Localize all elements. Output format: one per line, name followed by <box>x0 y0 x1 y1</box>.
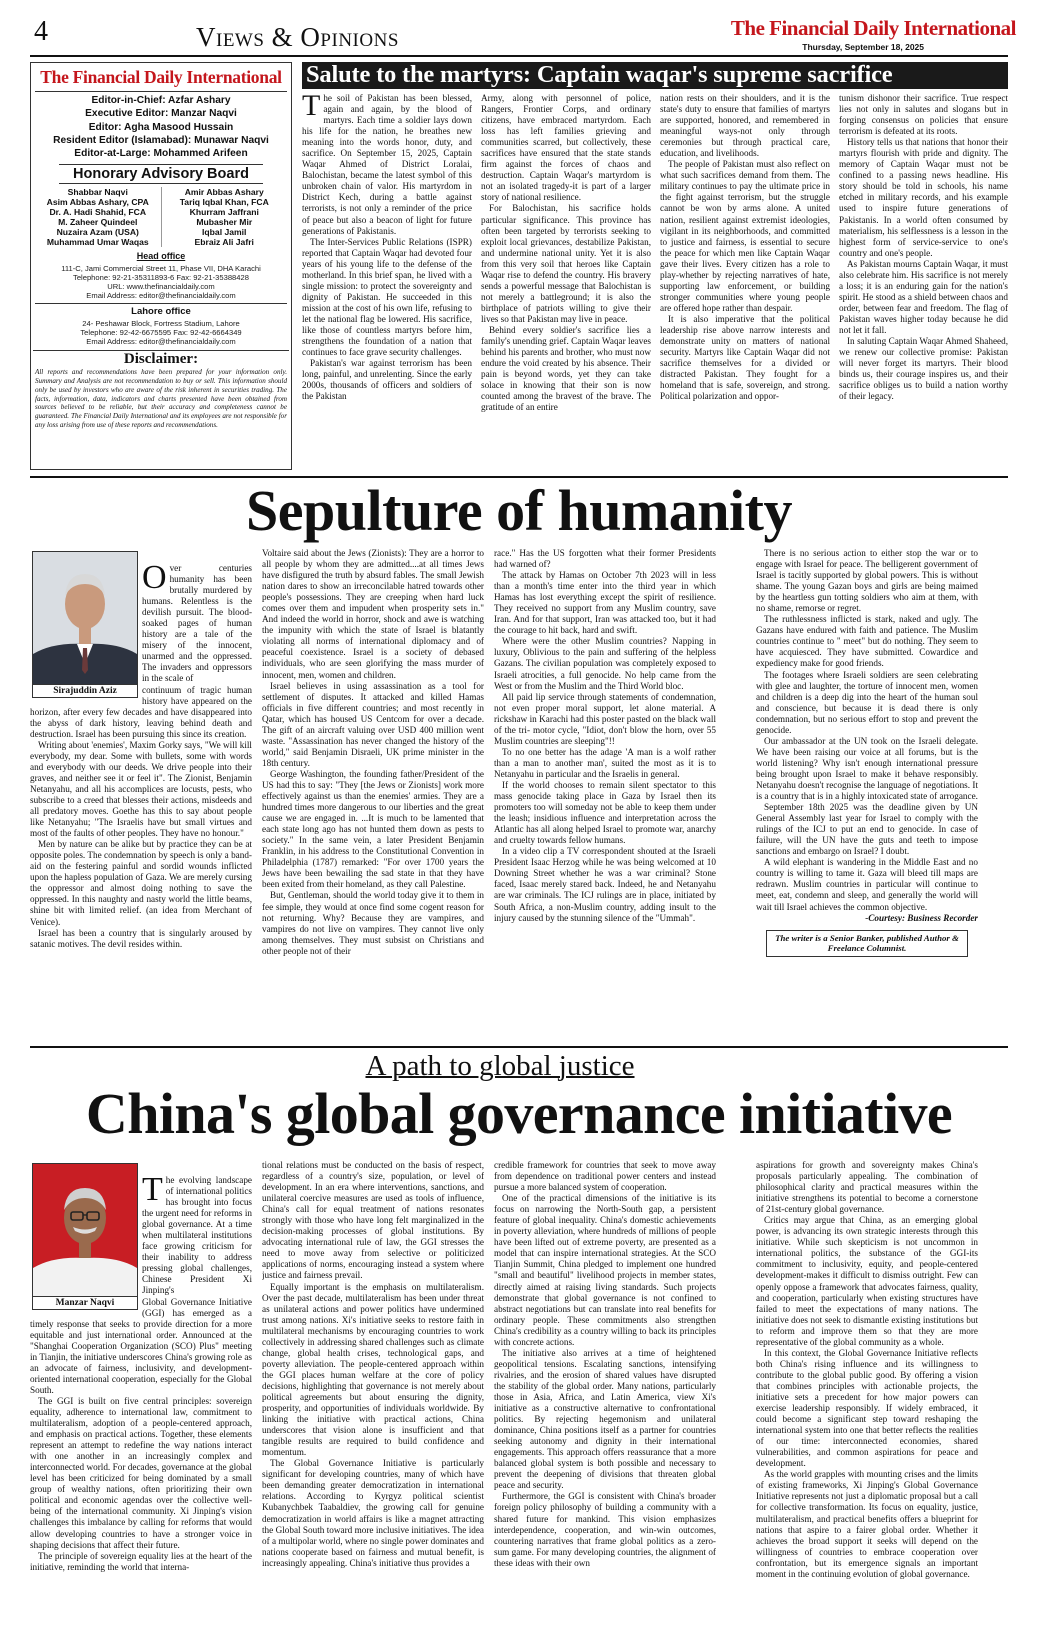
body-text: September 18th 2025 was the deadline given by UN General Assembly last year for Israel to comply with the rulings of the ICJ to put an end to genocide. In case of failure, will the UN have the guts and teeth to impose sanctions and embargo on Israel? I doubt. <box>756 802 978 857</box>
advisor-name: Khurram Jaffrani <box>189 207 259 218</box>
body-text: credible framework for countries that seek to move away from dependence on traditional power centers and instead pursue a more balanced system of cooperation. <box>494 1160 716 1193</box>
masthead-box <box>30 62 292 470</box>
author-bio-box: The writer is a Senior Banker, published Author & Freelance Columnist. <box>766 930 968 957</box>
body-text: The people of Pakistan must also reflect on what such sacrifices demand from them. The military continues to pay the ultimate price in the fight against terrorism, but the struggle cannot be won by arms alone. A united nation, resilient against extremist ideologies, vigilant in its neighborhoods, and committed to justice and fairness, is essential to secure the peace for which men like Captain Waqar gave their lives. Every citizen has a role to play-whether by rejecting narratives of hate, supporting law enforcement, or building stronger communities where young people are offered hope rather than despair. <box>660 159 830 313</box>
head-office-block <box>31 264 291 300</box>
office-line: Email Address: editor@thefinancialdaily.com <box>86 291 236 301</box>
body-text: If the world chooses to remain silent spectator to this mass genocide taking place in Gaza by Israel then its promoters too will someday not be able to keep them under the leash; insidious influence and interpretation across the Atlantic has all along helped Israel to promote war, anarchy and cruelty towards fellow humans. <box>494 779 716 846</box>
body-text: tional relations must be conducted on the basis of respect, regardless of a country's size, population, or level of development. In an era where interventions, sanctions, and unilateral coercive measures are used as tools of influence, China's call for equal treatment of nations resonates strongly with those who have long felt marginalized in the decision-making processes of global institutions. By advocating international rule of law, the GGI stresses the need to move away from selective or politicized applications of norms, encouraging instead a system where justice and fairness prevail. <box>262 1160 484 1281</box>
article3-column-3 <box>494 1160 716 1645</box>
body-text: race." Has the US forgotten what their former Presidents had warned of? <box>494 548 716 570</box>
body-text: George Washington, the founding father/President of the US had this to say: "They [the Jews or Zionists] work more effectively against us than the enemies' armies. They are a hundred times more dangerous to our liberties and the great cause we are engaged in. ...It is much to be lamented that each state long ago has not hunted them down as pests to society." In the same vein, a later President Benjamin Franklin, in his address to the Constitutional Convention in Philadelphia (1787) remarked: "For over 1700 years the Jews have been bewailing the sad state in that they have been exited from their homeland, as they call Palestine. <box>262 768 484 890</box>
body-text: nation rests on their shoulders, and it is the state's duty to ensure that families of martyrs are supported, honored, and remembered in meaningful ways-not only through ceremonies but through practical care, education, and livelihoods. <box>660 93 830 159</box>
article3-column-2 <box>262 1160 484 1645</box>
body-text: For Balochistan, his sacrifice holds particular significance. This province has often been targeted by terrorists seeking to exploit local grievances, destabilize Pakistan, and undermine national unity. Yet it is also from this very soil that heroes like Captain Waqar rise to defend the country. His bravery sends a powerful message that Balochistan is not merely a battleground; it is also the birthplace of patriots willing to give their lives so that Pakistan may live in peace. <box>481 203 651 324</box>
section-title: Views & Opinions <box>196 22 399 52</box>
advisor-name: Muhammad Umar Waqas <box>46 237 149 248</box>
article3-headline: China's global governance initiative <box>85 1081 953 1146</box>
body-text: tunism dishonor their sacrifice. True respect lies not only in salutes and slogans but in forging consensus on policies that ensure terrorism is defeated at its roots. <box>839 93 1008 137</box>
photo-space <box>30 1175 142 1311</box>
body-text: It is also imperative that the political leadership rise above narrow interests and demonstrate unity on matters of national security. Martyrs like Captain Waqar did not sacrifice themselves for a divided or distracted Pakistan. They fought for a homeland that is safe, sovereign, and strong. Political polarization and oppor- <box>660 313 830 402</box>
staff-line: Editor: Agha Masood Hussain <box>88 121 234 133</box>
article1-column-1 <box>302 93 472 470</box>
article1-column-3 <box>660 93 830 470</box>
page-number: 4 <box>34 16 48 47</box>
office-line: Email Address: editor@thefinancialdaily.com <box>86 337 236 347</box>
office-line: Telephone: 92-21-35311893-6 Fax: 92-21-35388428 <box>73 273 249 283</box>
courtesy-line: -Courtesy: Business Recorder <box>865 912 978 923</box>
photo-space <box>30 563 142 699</box>
body-text: The footages where Israeli soldiers are seen celebrating with glee and laughter, the torture of innocent men, women and children is a deep dig into the heart of the human soul and conscience, but because it is dead there is only condemnation, but no serious effort to stop and prevent the genocide. <box>756 669 978 735</box>
body-text: Army, along with personnel of police, Rangers, Frontier Corps, and ordinary citizens, have embraced martyrdom. Each loss has left families grieving and communities scarred, but collectively, these sacrifices have ensured that the state stands firm against the forces of chaos and destruction. Captain Waqar's martyrdom is not an isolated tragedy-it is part of a larger story of national resilience. <box>481 93 651 203</box>
body-text: History tells us that nations that honor their martyrs flourish with pride and dignity. The memory of Captain Waqar must not be confined to a passing news headline. His story should be told in schools, his name etched in military records, and his example used to inspire future generations of Pakistanis. In a world often consumed by materialism, his selflessness is a lesson in the highest form of service-service to one's country and one's people. <box>839 137 1008 258</box>
body-text: aspirations for growth and sovereignty makes China's proposals particularly appealing. The combination of philosophical clarity and practical measures within the initiative strengthens its potential to become a cornerstone of 21st-century global governance. <box>756 1160 978 1215</box>
body-text: In a video clip a TV correspondent shouted at the Israeli President Isaac Herzog while he was being welcomed at 10 Downing Street whether he was a war criminal? Stone faced, Isaac merely stared back. Indeed, he and Netanyahu are war criminals. The ICJ rulings are in place, initiated by South Africa, a non-Muslim country, adding insult to the injury caused by the stunning silence of the "Ummah". <box>494 846 716 923</box>
advisor-name: Tariq Iqbal Khan, FCA <box>179 197 269 208</box>
body-text: Equally important is the emphasis on multilateralism. Over the past decade, multilateralism has been under threat as unilateral actions and power politics have undermined trust among nations. Xi's initiative seeks to restore faith in multilateral mechanisms by encouraging countries to work collectively in addressing shared challenges such as climate change, global health crises, technological gaps, and poverty alleviation. The people-centered approach within the GGI places human welfare at the core of policy decisions, highlighting that governance is not merely about political agreements but about ensuring the dignity, prosperity, and opportunities of individuals worldwide. By linking the initiative with practical actions, China underscores that vision alone is insufficient and that tangible results are required to build confidence and momentum. <box>262 1281 484 1458</box>
office-line: URL: www.thefinancialdaily.com <box>107 282 215 292</box>
staff-line: Executive Editor: Manzar Naqvi <box>85 108 237 120</box>
advisor-name: Mubasher Mir <box>196 217 253 228</box>
article3-column-1 <box>30 1175 252 1645</box>
author-caption: Sirajuddin Aziz <box>32 684 138 698</box>
body-text: he evolving landscape of international politics has brought into focus the urgent need for reforms in global governance. At a time when multilateral institutions face growing criticism for their inability to address pressing global challenges, Chinese President Xi Jinping's <box>142 1175 252 1296</box>
article1-column-2 <box>481 93 651 470</box>
lahore-office-block <box>31 319 291 346</box>
body-text: Furthermore, the GGI is consistent with China's broader foreign policy philosophy of building a community with a shared future for mankind. This vision emphasizes interdependence, cooperation, and win-win outcomes, countering narratives that frame global politics as a zero-sum game. For many developing countries, the alignment of these ideas with their own <box>494 1491 716 1568</box>
body-text: The attack by Hamas on October 7th 2023 will in less than a month's time enter into the third year in which Hamas has lost everything except the spirit of resilience. They received no support from any Muslim country, save Iran. And for that support, Iran was attacked too, but it had the courage to hit back, hard and swift. <box>494 570 716 636</box>
staff-line: Resident Editor (Islamabad): Munawar Naqvi <box>53 134 269 146</box>
advisor-name: Ebraiz Ali Jafri <box>194 237 254 248</box>
drop-cap: O <box>142 563 167 596</box>
article2-column-4 <box>756 548 978 988</box>
body-text: In saluting Captain Waqar Ahmed Shaheed, we renew our collective promise: Pakistan will never forget its martyrs. Their blood binds us, their courage inspires us, and their sacrifice obliges us to build a nation worthy of their legacy. <box>839 336 1008 402</box>
body-text: Global Governance Initiative (GGI) has emerged as a timely response that seeks to provide direction for a more equitable and just international order. Announced at the "Shanghai Cooperation Organization (SCO) Plus" meeting in Tianjin, the initiative underscores China's growing role as an advocate of fairness, inclusivity, and development-oriented international cooperation, especially for the Global South. <box>30 1296 252 1395</box>
body-text: Pakistan's war against terrorism has been long, painful, and unrelenting. Since the early 2000s, thousands of officers and soldiers of the Pakistan <box>302 358 472 402</box>
header-rule <box>30 55 1008 57</box>
body-text: The initiative also arrives at a time of heightened geopolitical tensions. Escalating sanctions, intensifying rivalries, and the erosion of shared values have disrupted the stability of the global order. Many nations, particularly those in Asia, Africa, and Latin America, view Xi's initiative as a constructive alternative to confrontational politics. By rejecting hegemonism and unilateral dominance, China positions itself as a partner for countries seeking autonomy and dignity in their international engagements. This approach offers reassurance that a more balanced global system is both possible and necessary to prevent the deepening of divisions that threaten global peace and security. <box>494 1347 716 1491</box>
body-text: There is no serious action to either stop the war or to engage with Israel for peace. The belligerent government of Israel is tacitly supported by global powers. This is without shame. The young Gazan boys and girls are being maimed by the heartless gun totting soldiers who aim at them, with no shame, remorse or regret. <box>756 548 978 614</box>
body-text: The Inter-Services Public Relations (ISPR) reported that Captain Waqar had devoted four years of his young life to the defense of the motherland. In this brief span, he lived with a single mission: to protect the sovereignty and dignity of Pakistan. He succeeded in this mission at the cost of his own life, refusing to let the national flag be lowered. His sacrifice, like those of countless martyrs before him, strengthens the foundation of a nation that continues to face grave security challenges. <box>302 236 472 358</box>
body-text: Where were the other Muslim countries? Napping in luxury, Oblivious to the pain and suffering of the helpless Gazans. The civilian population was completely exposed to Israeli atrocities, a full genocide. No help came from the West or from the Muslim and the Third World bloc. <box>494 636 716 691</box>
body-text: The ruthlessness inflicted is stark, naked and ugly. The Gazans have endured with faith and patience. The Muslim countries continue to " meet" but do nothing. They seem to have acquiesced. They have submitted. Cowardice and expediency make for good friends. <box>756 614 978 669</box>
body-text: The principle of sovereign equality lies at the heart of the initiative, reminding the world that interna- <box>30 1550 252 1572</box>
body-text: Our ambassador at the UN took on the Israeli delegate. We have been raising our voice at all forums, but is the world listening? Why isn't enough international pressure being brought upon Israel to make it behave responsibly. Netanyahu doesn't recognise the language of negotiations. It is a country that is in a highly intoxicated state of arrogance. <box>756 735 978 802</box>
section-divider <box>30 1046 1008 1048</box>
masthead-staff <box>31 94 291 160</box>
office-line: Telephone: 92-42-6675595 Fax: 92-42-6664349 <box>80 328 242 338</box>
office-line: 24- Peshawar Block, Fortress Stadium, Lahore <box>82 319 240 329</box>
author-caption: Manzar Naqvi <box>32 1296 138 1310</box>
lahore-office-title: Lahore office <box>131 306 191 318</box>
body-text: One of the practical dimensions of the initiative is its focus on narrowing the North-South gap, a persistent feature of global inequality. China's domestic achievements in poverty alleviation, where hundreds of millions of people have been lifted out of extreme poverty, are presented as a model that can inspire international strategies. At the SCO Tianjin Summit, China pledged to implement one hundred "small and beautiful" livelihood projects in member states, directly aimed at raising living standards. Such projects demonstrate that global governance is not confined to abstract negotiations but can translate into real benefits for ordinary people. These commitments also strengthen China's credibility as a country willing to back its principles with concrete actions. <box>494 1193 716 1347</box>
advisory-title: Honorary Advisory Board <box>59 164 263 184</box>
body-text: ver centuries humanity has been brutally murdered by humans. Relentless is the devilish pursuit. The blood-soaked pages of human history are a tale of the misery of the innocent, unarmed and the oppressed. The invaders and oppressors in the scale of <box>142 563 252 684</box>
body-text: Voltaire said about the Jews (Zionists): They are a horror to all people by whom they are admitted....at all times Jews have disfigured the truth by absurd fables. The small Jewish nation dares to show an irreconcilable hatred towards other people's possessions. They are creeping when hard luck comes over them and impudent when prosperity sets in." And indeed the world in horror, shock and awe is watching the impunity with which the state of Israel is blatantly violating all norms of international diplomacy and of peaceful coexistence. Israel is a society of debased individuals, who are seen glorifying the mass murder of innocent, men, women and children. <box>262 548 484 680</box>
advisor-name: Iqbal Jamil <box>202 227 247 238</box>
body-text: In this context, the Global Governance Initiative reflects both China's rising influence and its willingness to contribute to the global public good. By offering a vision that combines principles with actionable projects, the initiative sets a precedent for how major powers can exercise leadership responsibly. If widely embraced, it could become a significant step toward reshaping the international system into one that better reflects the realities of our time: interconnected economies, shared vulnerabilities, and common aspirations for peace and development. <box>756 1347 978 1469</box>
body-text: Critics may argue that China, as an emerging global power, is advancing its own strategic interests through this initiative. While such skepticism is not uncommon in international politics, the substance of the GGI-its commitment to inclusivity, equity, and people-centered development-makes it difficult to dismiss outright. Few can openly oppose a framework that advocates fairness, quality, and cooperation, particularly when existing structures have failed to meet the expectations of many nations. The initiative does not seek to dismantle existing institutions but to reform and improve them so that they are more representative of the global community as a whole. <box>756 1215 978 1347</box>
advisor-name: Dr. A. Hadi Shahid, FCA <box>49 207 147 218</box>
body-text: he soil of Pakistan has been blessed, again and again, by the blood of martyrs. Each time a soldier lays down his life for the nation, he breathes new meaning into the words honor, duty, and sacrifice. On September 15, 2025, Captain Waqar Ahmed of District Loralai, Balochistan, became the latest symbol of this unbroken chain of valor. His martyrdom in District Kech, during a battle against terrorists, is not only a reminder of the price of peace but also a beacon of light for future generations of Pakistanis. <box>302 93 472 236</box>
drop-cap: T <box>142 1175 163 1208</box>
article2-headline: Sepulture of humanity <box>246 478 792 543</box>
body-text: But, Gentleman, should the world today give it to them in fee simple, they would at once find some cogent reason for not returning. Why? Because they are vampires, and vampires do not live on vampires. They cannot live only among themselves. They must subsist on Christians and other people not of their <box>262 890 484 956</box>
advisory-right <box>161 187 288 247</box>
body-text: All paid lip service through statements of condemnation, not even proper moral support, let alone material. A rickshaw in Karachi had this poster pasted on the black wall of the tri- motor cycle, "Idiot, don't blow the horn, over 55 Muslim countries are sleeping"!! <box>494 691 716 746</box>
body-text: The Global Governance Initiative is particularly significant for developing countries, many of which have been demanding greater democratization in international relations. According to Kyrgyz political scientist Kubanychbek Taabaldiev, the growing call for genuine democratization in world affairs is like a magnet attracting the Global South toward more inclusive initiatives. The idea of a multipolar world, where no single power dominates and nations cooperate based on fairness and mutual benefit, is increasingly appealing. China's initiative thus provides a <box>262 1458 484 1568</box>
body-text: To no one better has the adage 'A man is a wolf rather than a man to another man', suited the most as it is to Netanyahu in particular and the Israelis in general. <box>494 746 716 779</box>
article2-column-3 <box>494 548 716 988</box>
body-text: Men by nature can be alike but by practice they can be at opposite poles. The condemnation by speech is only a band-aid on the festering painful and sordid wounds inflicted upon the hapless population of Gaza. We are merely cursing the oppressor and almost doing nothing to save the oppressed. In this naughty and nasty world the little beams, shine bit with limited relief. (an idea from Merchant of Venice). <box>30 839 252 927</box>
advisory-left <box>35 187 161 247</box>
office-line: 111-C, Jami Commercial Street 11, Phase VII, DHA Karachi <box>61 264 261 274</box>
header-paper-name: The Financial Daily International <box>730 16 1016 40</box>
article3-column-4 <box>756 1160 978 1645</box>
disclaimer-text: All reports and recommendations have been prepared for your information only. Summary and Analysis are not recommendation to buy or sell. This information should only be used by investors who are aware of the risk inherent in securities trading. The facts, information, data, indicators and charts presented have been obtained from sources believed to be reliable, but their accuracy and completeness cannot be guaranteed. The Financial Daily International and its employees are not responsible for any loss arising from use of these reports and recommendations. <box>35 368 287 429</box>
masthead-title: The Financial Daily International <box>40 67 282 87</box>
article1-headline: Salute to the martyrs: Captain waqar's supreme sacrifice <box>306 61 893 88</box>
advisor-name: Amir Abbas Ashary <box>184 187 264 198</box>
staff-line: Editor-at-Large: Mohammed Arifeen <box>74 148 248 160</box>
advisor-name: Asim Abbas Ashary, CPA <box>46 197 149 208</box>
body-text: A wild elephant is wandering in the Middle East and no country is willing to tame it. Gaza will bleed till maps are redrawn. Muslim countries in particular will continue to meet, eat, condemn and sleep, and generally the world will wait till Israel achieves the common objective. <box>756 857 978 912</box>
advisor-name: Shabbar Naqvi <box>67 187 128 198</box>
body-text: As Pakistan mourns Captain Waqar, it must also celebrate him. His sacrifice is not merely a loss; it is an enduring gain for the nation's spirit. He stood as a shield between chaos and order, between fear and freedom. The flag of Pakistan waves higher today because he did not let it fall. <box>839 258 1008 335</box>
disclaimer-box <box>33 350 289 429</box>
disclaimer-title: Disclaimer: <box>123 351 199 368</box>
article1-column-4 <box>839 93 1008 470</box>
advisor-name: M. Zaheer Quindeel <box>58 217 138 228</box>
article3-kicker: A path to global justice <box>365 1050 635 1082</box>
body-text: Israel believes in using assassination as a tool for settlement of disputes. It attacked and killed Hamas officials in five different countries; and most recently in Qatar, which has housed US Centcom for over a decade. The gift of an aircraft valuing over USD 400 million went waste. "Assassination has never changed the history of the world," said Benjamin Disraeli, UK prime minister in the 18th century. <box>262 680 484 768</box>
advisor-name: Nuzaira Azam (USA) <box>56 227 139 238</box>
body-text: Behind every soldier's sacrifice lies a family's unending grief. Captain Waqar leaves behind his parents and brother, who must now endure the void created by his absence. Their pain is beyond words, yet they can take solace in knowing that their son is now counted among the bravest of the brave. The gratitude of an entire <box>481 324 651 413</box>
article2-column-2 <box>262 548 484 988</box>
body-text: Writing about 'enemies', Maxim Gorky says, "We will kill everybody, my dear. Some with bullets, some with words and everybody with our deeds. We drive people into their graves, and neither see it or feel it". The Zionist, Benjamin Netanyahu, and all his accomplices are locusts, pests, who subscribe to a creed that blesses their actions, misdeeds and all predatory moves. Goethe has this to say about people like Netanyahu; "The Israelis have but small virtues and most of the faults of other peoples. They have no honour." <box>30 739 252 839</box>
head-office-title: Head office <box>136 251 186 262</box>
article2-column-1 <box>30 563 252 988</box>
body-text: As the world grapples with mounting crises and the limits of existing frameworks, Xi Jinping's Global Governance Initiative represents not just a diplomatic proposal but a call for collective transformation. Its focus on equality, justice, multilateralism, and practical benefits offers a blueprint for nations that aspire to a fairer global order. Whether it achieves the broad support it seeks will depend on the willingness of countries to embrace cooperation over confrontation, but its emergence signals an important moment in the continuing evolution of global governance. <box>756 1469 978 1579</box>
header-date: Thursday, September 18, 2025 <box>802 42 924 52</box>
staff-line: Editor-in-Chief: Azfar Ashary <box>91 95 231 106</box>
body-text: Israel has been a country that is singularly aroused by satanic motives. The devil resides within. <box>30 927 252 949</box>
body-text: continuum of tragic human history have appeared on the horizon, after every few decades and have disappeared into the abyss of dark history, leaving behind death and destruction. Israel has been pursuing this since its creation. <box>30 684 252 739</box>
drop-cap: T <box>302 93 321 122</box>
body-text: The GGI is built on five central principles: sovereign equality, adherence to international law, commitment to multilateralism, adoption of a people-centered approach, and emphasis on practical actions. Together, these elements represent an attempt to redefine the way nations interact with one another in an increasingly complex and interconnected world. For decades, governance at the global level has been criticized for being dominated by a small group of wealthy nations, often prioritizing their own political and economic agendas over the collective well-being of the international community. Xi Jinping's vision challenges this imbalance by calling for reforms that would allow developing countries to have a stronger voice in shaping decisions that affect their future. <box>30 1395 252 1550</box>
